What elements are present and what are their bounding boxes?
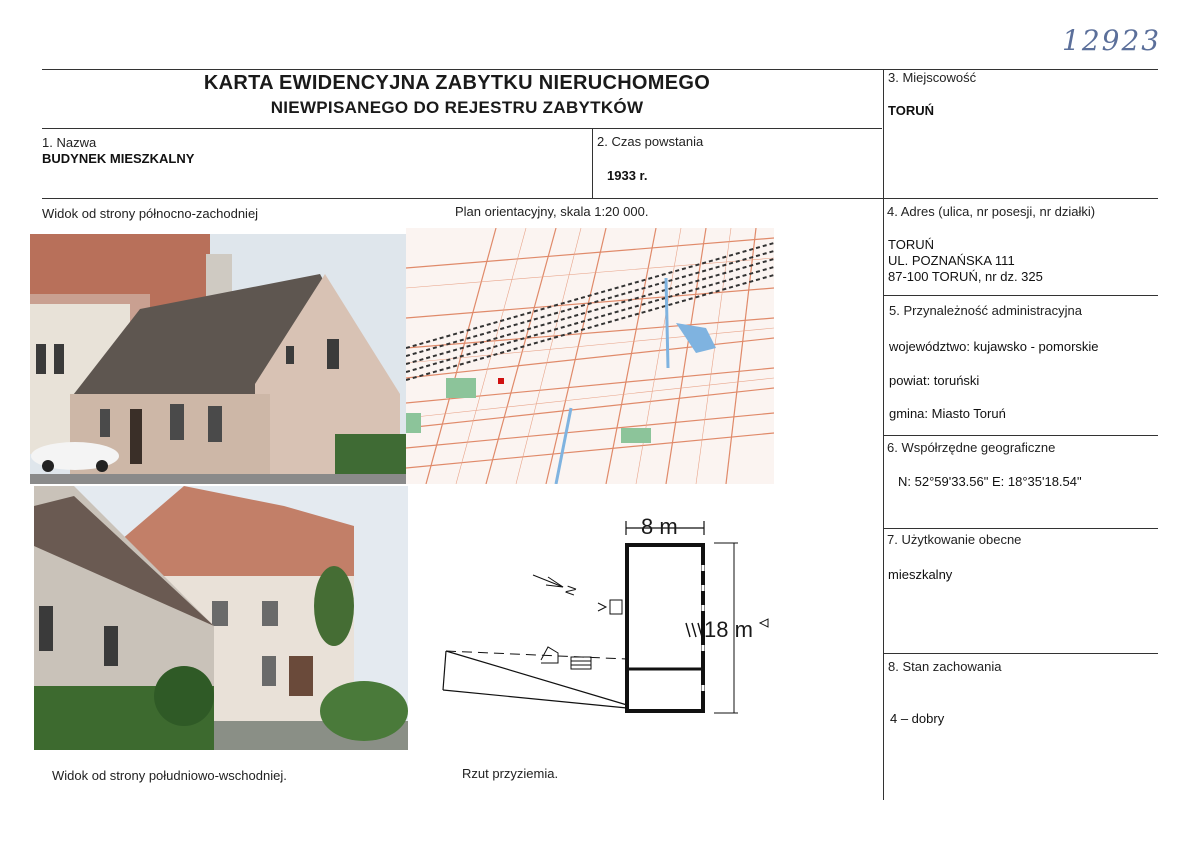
title-divider: [42, 128, 882, 129]
address-divider: [883, 295, 1158, 296]
address-label: 4. Adres (ulica, nr posesji, nr działki): [887, 204, 1096, 219]
locality-value: TORUŃ: [888, 103, 934, 118]
date-value: 1933 r.: [607, 168, 648, 183]
name-label: 1. Nazwa: [42, 135, 97, 150]
top-border: [42, 69, 1158, 70]
caption-plan: Plan orientacyjny, skala 1:20 000.: [455, 204, 649, 219]
condition-value: 4 – dobry: [890, 711, 945, 726]
plan-north-label: N: [562, 583, 580, 598]
county-value: powiat: toruński: [889, 373, 980, 388]
commune-value: gmina: Miasto Toruń: [889, 406, 1006, 421]
name-value: BUDYNEK MIESZKALNY: [42, 151, 195, 166]
coords-label: 6. Współrzędne geograficzne: [887, 440, 1056, 455]
address-line-2: UL. POZNAŃSKA 111: [888, 253, 1015, 268]
locality-label: 3. Miejscowość: [888, 70, 977, 85]
card-subtitle: NIEWPISANEGO DO REJESTRU ZABYTKÓW: [270, 98, 644, 117]
usage-divider: [883, 653, 1158, 654]
coords-value: N: 52°59'33.56" E: 18°35'18.54": [898, 474, 1082, 489]
address-line-1: TORUŃ: [888, 237, 934, 252]
name-row-divider: [42, 198, 1158, 199]
photo-building-northwest: [30, 234, 406, 484]
usage-label: 7. Użytkowanie obecne: [887, 532, 1022, 547]
handwritten-number: 12923: [1062, 24, 1162, 57]
usage-value: mieszkalny: [888, 567, 953, 582]
coords-divider: [883, 528, 1158, 529]
address-line-3: 87-100 TORUŃ, nr dz. 325: [888, 269, 1043, 284]
card-title: KARTA EWIDENCYJNA ZABYTKU NIERUCHOMEGO: [203, 72, 711, 94]
caption-view-nw: Widok od strony północno-zachodniej: [42, 206, 259, 221]
caption-ground-floor: Rzut przyziemia.: [462, 766, 559, 781]
voivodeship-value: województwo: kujawsko - pomorskie: [889, 339, 1099, 354]
admin-label: 5. Przynależność administracyjna: [889, 303, 1082, 318]
caption-view-se: Widok od strony południowo-wschodniej.: [52, 768, 287, 783]
admin-divider: [883, 435, 1158, 436]
plan-width-label: 8 m: [641, 514, 678, 539]
orientation-map: [406, 228, 774, 484]
condition-label: 8. Stan zachowania: [888, 659, 1002, 674]
photo-building-southeast: [34, 486, 408, 750]
name-date-divider: [592, 128, 593, 198]
date-label: 2. Czas powstania: [597, 134, 704, 149]
plan-length-label: 18 m: [704, 617, 753, 642]
